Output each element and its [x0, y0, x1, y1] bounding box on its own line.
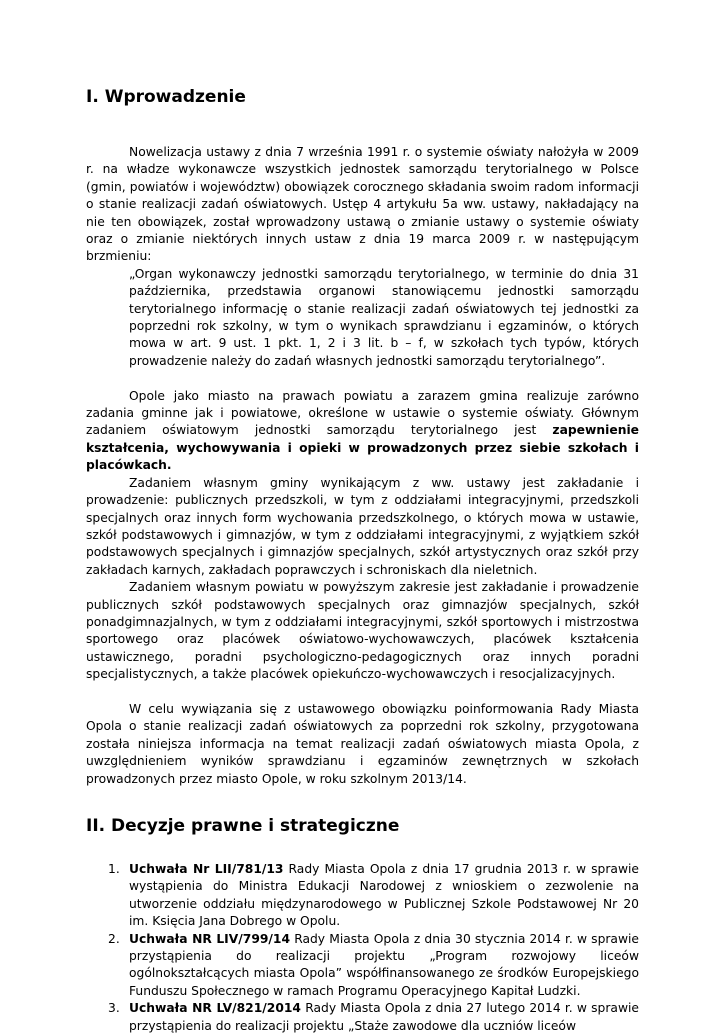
- resolution-id: Uchwała NR LV/821/2014: [129, 1001, 301, 1016]
- section-heading-introduction: I. Wprowadzenie: [86, 87, 246, 107]
- resolution-id: Uchwała Nr LII/781/13: [129, 862, 284, 876]
- resolution-id: Uchwała NR LIV/799/14: [129, 931, 291, 946]
- section-heading-decisions: II. Decyzje prawne i strategiczne: [86, 816, 400, 836]
- resolution-text: Rady Miasta Opola z dnia 27 lutego 2014 r. w sprawie przystąpienia do realizacji projektu „Staże zawodowe dla uczniów liceów: [129, 1001, 639, 1033]
- list-item-number: 3.: [108, 1001, 120, 1016]
- intro-paragraph-2-text: Opole jako miasto na prawach powiatu a zarazem gmina realizuje zarówno zadania gminne jak i powiatowe, określone w ustawie o systemie oświaty. Głównym zadaniem oświatowym jednostki samorządu terytorialnego jest: [86, 388, 639, 438]
- statute-quote: „Organ wykonawczy jednostki samorządu terytorialnego, w terminie do dnia 31 października, przedstawia organowi stanowiącemu jednostki samorządu terytorialnego informację o stanie realizacji zadań oświatowych tej jednostki za poprzedni rok szkolny, w tym o wynikach sprawdzianu i egzaminów, o których mowa w art. 9 ust. 1 pkt. 1, 2 i 3 lit. b – f, w szkołach tych typów, których prowadzenie należy do zadań własnych jednostki samorządu terytorialnego”.: [129, 266, 639, 368]
- list-item: [86, 931, 639, 1001]
- list-item-number: 2.: [108, 931, 120, 946]
- list-item: [86, 1000, 639, 1035]
- document-page: [86, 86, 639, 1035]
- intro-paragraph-3: Zadaniem własnym gminy wynikającym z ww. ustawy jest zakładanie i prowadzenie: publicznych przedszkoli, w tym z oddziałami integracyjnymi, przedszkoli specjalnych oraz innych form wychowania przedszkolnego, o których mowa w ustawie, szkół podstawowych i gimnazjów, w tym z oddziałami integracyjnymi, z wyjątkiem szkół podstawowych specjalnych i gimnazjów specjalnych, szkół artystycznych oraz szkół przy zakładach karnych, zakładach poprawczych i schroniskach dla nieletnich.: [86, 475, 639, 577]
- intro-paragraph-5: W celu wywiązania się z ustawowego obowiązku poinformowania Rady Miasta Opola o stanie realizacji zadań oświatowych za poprzedni rok szkolny, przygotowana została niniejsza informacja na temat realizacji zadań oświatowych miasta Opola, z uwzględnieniem wyników sprawdzianu i egzaminów zewnętrznych w szkołach prowadzonych przez miasto Opole, w roku szkolnym 2013/14.: [86, 701, 639, 786]
- resolution-text: Rady Miasta Opola z dnia 17 grudnia 2013 r. w sprawie wystąpienia do Ministra Edukacji Narodowej z wnioskiem o zezwolenie na utworzenie oddziału międzynarodowego w Publicznej Szkole Podstawowej Nr 20 im. Księcia Jana Dobrego w Opolu.: [129, 862, 639, 929]
- intro-paragraph-2-emphasis: zapewnienie kształcenia, wychowywania i opieki w prowadzonych przez siebie szkołach i placówkach.: [86, 423, 639, 473]
- list-item: [86, 861, 639, 931]
- intro-paragraph-2: [86, 388, 639, 475]
- decisions-list: [86, 861, 639, 1035]
- list-item-number: 1.: [108, 862, 120, 876]
- intro-paragraph-4: Zadaniem własnym powiatu w powyższym zakresie jest zakładanie i prowadzenie publicznych szkół podstawowych specjalnych oraz gimnazjów specjalnych, szkół ponadgimnazjalnych, w tym z oddziałami integracyjnymi, szkół sportowych i mistrzostwa sportowego oraz placówek oświatowo-wychowawczych, placówek kształcenia ustawicznego, poradni psychologiczno-pedagogicznych oraz innych poradni specjalistycznych, a także placówek opiekuńczo-wychowawczych i resocjalizacyjnych.: [86, 580, 639, 682]
- intro-paragraph-1: Nowelizacja ustawy z dnia 7 września 1991 r. o systemie oświaty nałożyła w 2009 r. na władze wykonawcze wszystkich jednostek samorządu terytorialnego w Polsce (gmin, powiatów i województw) obowiązek corocznego składania swoim radom informacji o stanie realizacji zadań oświatowych. Ustęp 4 artykułu 5a ww. ustawy, nakładający na nie ten obowiązek, został wprowadzony ustawą o zmianie ustawy o systemie oświaty oraz o zmianie niektórych innych ustaw z dnia 19 marca 2009 r. w następującym brzmieniu:: [86, 145, 639, 264]
- resolution-text: Rady Miasta Opola z dnia 30 stycznia 2014 r. w sprawie przystąpienia do realizacji projektu „Program rozwojowy liceów ogólnokształcących miasta Opola” współfinansowanego ze środków Europejskiego Funduszu Społecznego w ramach Programu Operacyjnego Kapitał Ludzki.: [129, 931, 640, 998]
